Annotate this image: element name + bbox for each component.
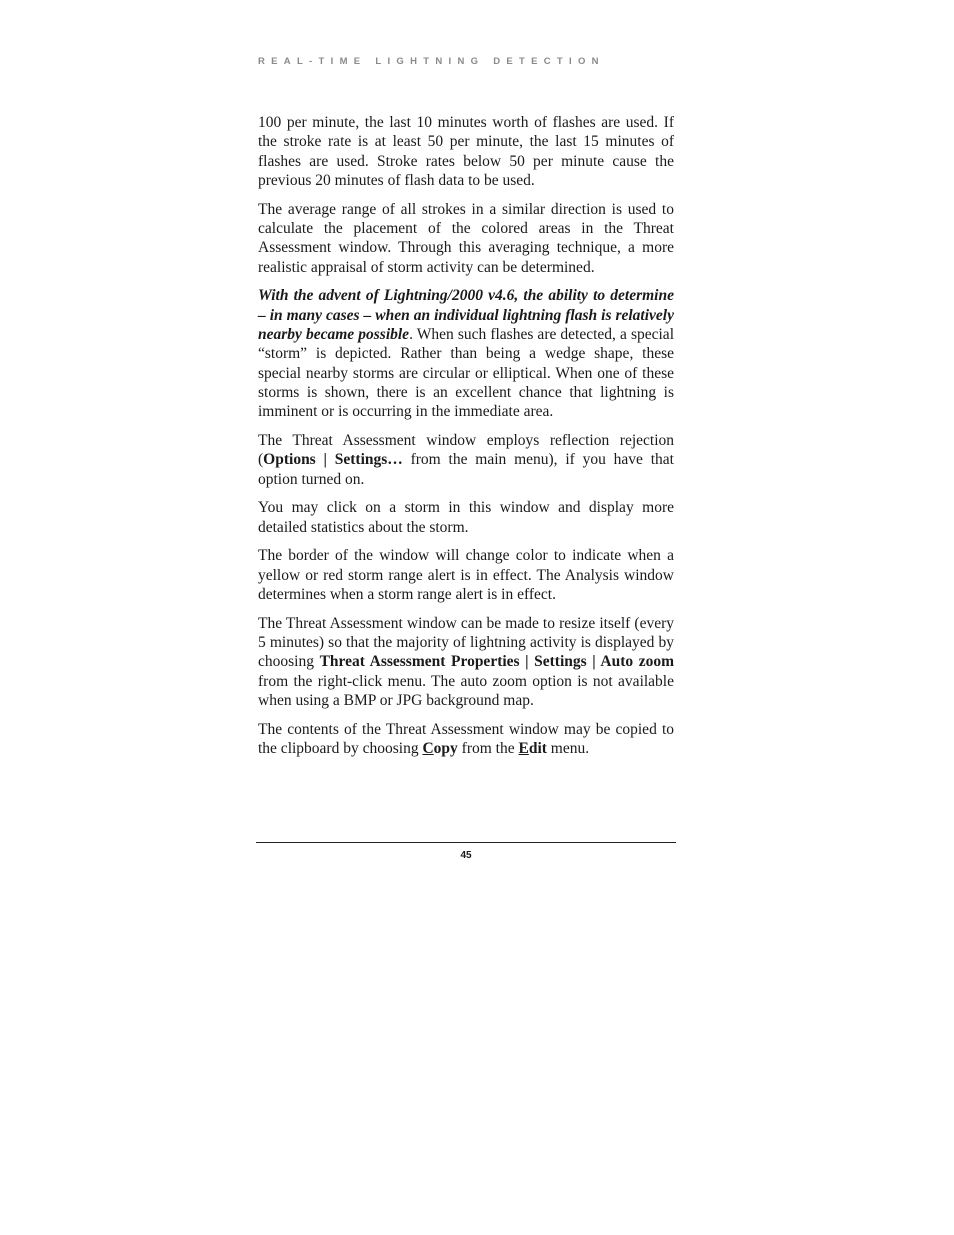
- paragraph-text: The Threat Assessment window can be made to resize itself (every 5 minutes) so that the majority of lightning activity is displayed by choosing: [258, 614, 674, 671]
- page-number: 45: [460, 850, 472, 861]
- hotkey-letter: C: [422, 740, 434, 758]
- emphasis-text: With the advent of Lightning/2000 v4.6, the ability to determine – in many cases – when an individual lightning flash is relatively nearby became possible: [258, 287, 674, 343]
- paragraph-border-color: The border of the window will change color to indicate when a yellow or red storm range alert is in effect. The Analysis window determines when a storm range alert is in effect.: [258, 547, 674, 604]
- paragraph-stroke-rate: 100 per minute, the last 10 minutes worth of flashes are used. If the stroke rate is at least 50 per minute, the last 15 minutes of flashes are used. Stroke rates below 50 per minute cause the previous 20 minutes of flash data to be used.: [258, 114, 674, 189]
- menu-path-options-settings: Options | Settings…: [263, 451, 403, 469]
- paragraph-text: from the right-click menu. The auto zoom option is not available when using a BMP or JPG background map.: [258, 672, 674, 710]
- paragraph-reflection-rejection: [258, 431, 674, 489]
- paragraph-nearby-storms: [258, 286, 674, 421]
- menu-path-auto-zoom: Threat Assessment Properties | Settings | Auto zoom: [319, 653, 675, 671]
- paragraph-text: The contents of the Threat Assessment window may be copied to the clipboard by choosing: [258, 720, 674, 758]
- menu-item-rest: dit: [528, 740, 547, 758]
- running-header: REAL-TIME LIGHTNING DETECTION: [258, 56, 605, 67]
- footer-rule: [256, 842, 676, 843]
- paragraph-text: from the: [457, 740, 519, 758]
- paragraph-text: from the main menu), if you have that option turned on.: [258, 451, 674, 488]
- hotkey-letter: E: [518, 740, 529, 758]
- paragraph-text: . When such flashes are detected, a special “storm” is depicted. Rather than being a wedge shape, these special nearby storms are circular or elliptical. When one of these storms is shown, there is an excellent chance that lightning is imminent or is occurring in the immediate area.: [258, 325, 674, 421]
- paragraph-text: The Threat Assessment window employs reflection rejection (: [258, 431, 674, 469]
- paragraph-auto-zoom: [258, 614, 674, 710]
- paragraph-copy-clipboard: [258, 720, 674, 759]
- body-text: [258, 113, 674, 768]
- menu-item-edit: [518, 740, 546, 757]
- paragraph-text: menu.: [546, 740, 590, 758]
- menu-item-copy: [422, 740, 457, 757]
- paragraph-average-range: The average range of all strokes in a similar direction is used to calculate the placement of the colored areas in the Threat Assessment window. Through this averaging technique, a more realistic appraisal of storm activity can be determined.: [258, 200, 674, 276]
- menu-item-rest: opy: [433, 740, 458, 758]
- paragraph-click-storm: You may click on a storm in this window and display more detailed statistics about the storm.: [258, 499, 674, 536]
